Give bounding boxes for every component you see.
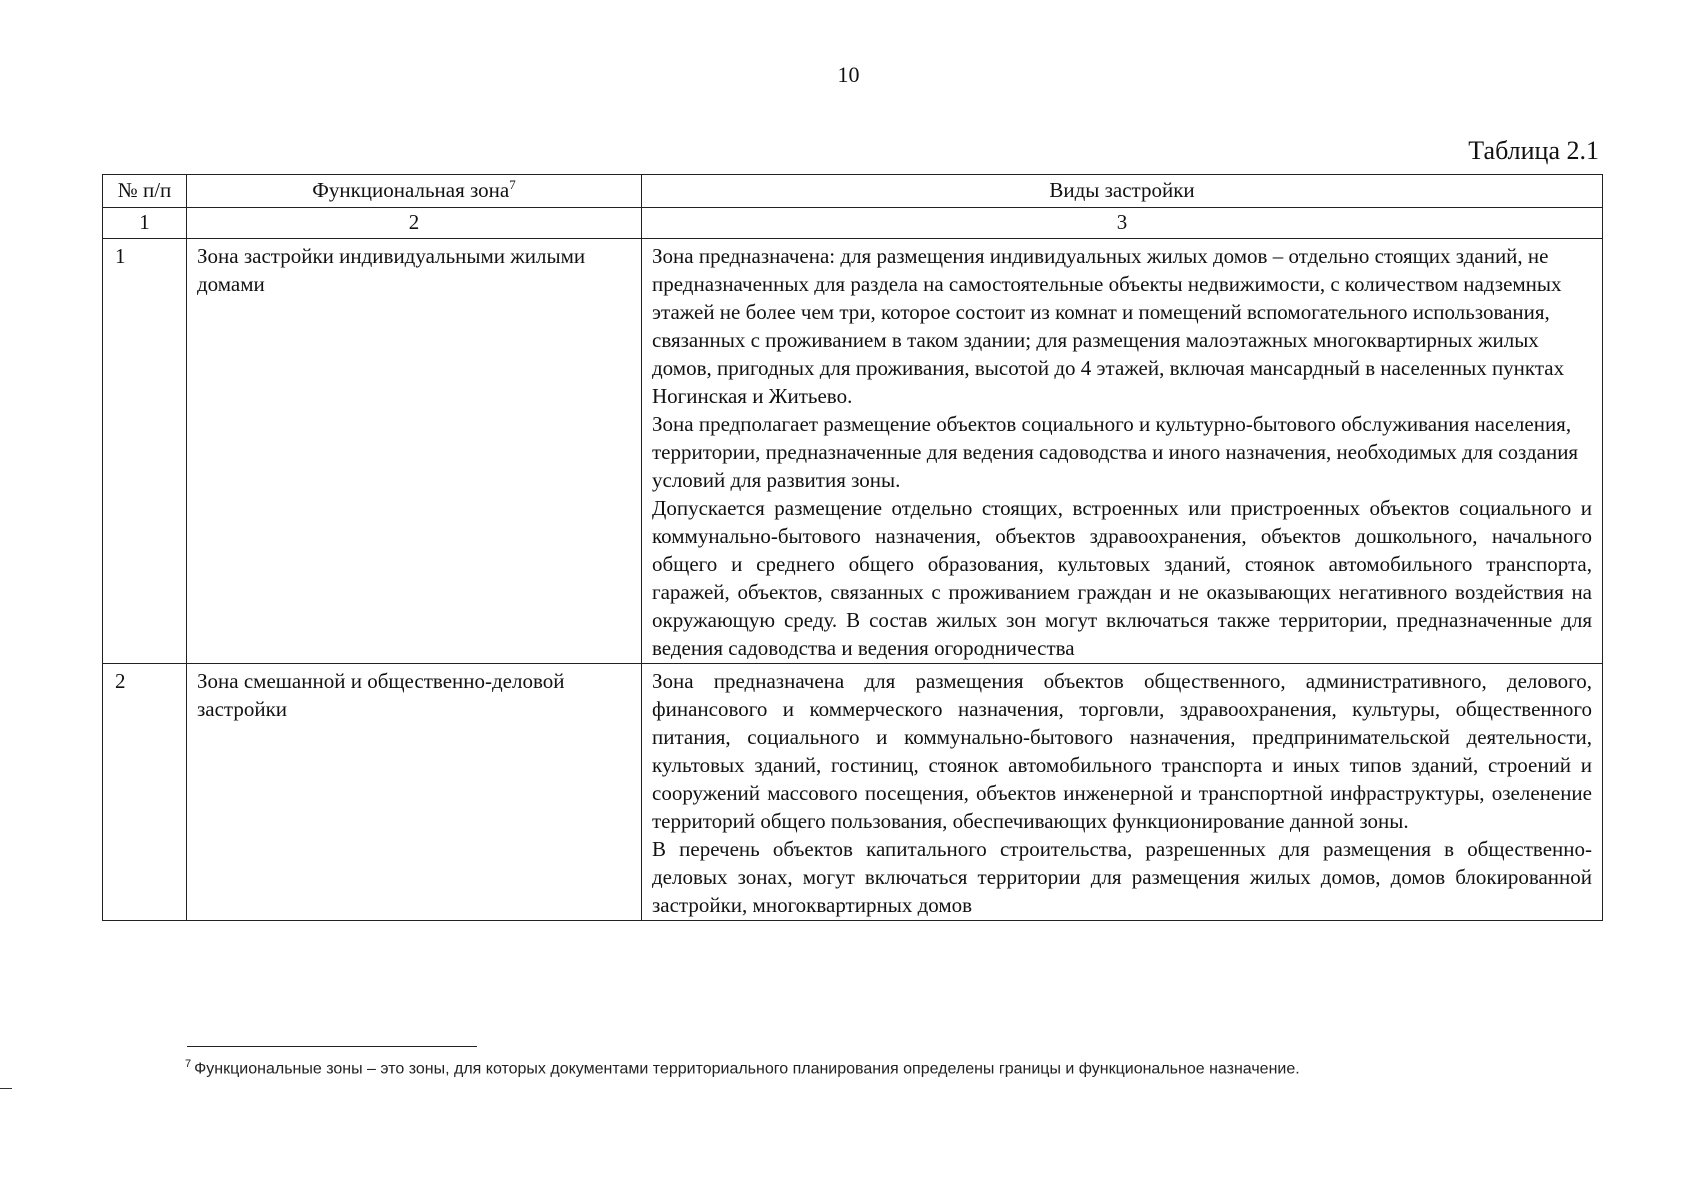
row-paragraph: Зона предназначена: для размещения индивидуальных жилых домов – отдельно стоящих зданий, не предназначенных для раздела на самостоятельные объекты недвижимости, с количеством надземных этажей не более чем три, которое состоит из комнат и помещений вспомогательного использования, связанных с проживанием в таком здании; для размещения малоэтажных многоквартирных жилых домов, пригодных для проживания, высотой до 4 этажей, включая мансардный в населенных пунктах Ногинская и Житьево.: [652, 244, 1565, 408]
column-number-2: 2: [187, 208, 642, 239]
table-row: [103, 664, 1603, 921]
table-row: [103, 239, 1603, 664]
row-types: [642, 239, 1603, 664]
row-paragraph: Допускается размещение отдельно стоящих, встроенных или пристроенных объектов социального и коммунально-бытового назначения, объектов здравоохранения, объектов дошкольного, начального общего и среднего общего образования, культовых зданий, стоянок автомобильного транспорта, гаражей, объектов, связанных с проживанием граждан и не оказывающих негативного воздействия на окружающую среду. В состав жилых зон могут включаться также территории, предназначенные для ведения садоводства и ведения огородничества: [652, 496, 1592, 660]
row-types: [642, 664, 1603, 921]
row-paragraph: В перечень объектов капитального строительства, разрешенных для размещения в общественно-деловых зонах, могут включаться территории для размещения жилых домов, домов блокированной застройки, многоквартирных домов: [652, 837, 1592, 917]
row-num: 1: [103, 239, 187, 664]
header-types: Виды застройки: [642, 175, 1603, 208]
row-zone: Зона застройки индивидуальными жилыми домами: [187, 239, 642, 664]
footnote-divider: [187, 1046, 477, 1047]
footnote-ref: 7: [509, 177, 516, 192]
row-zone: Зона смешанной и общественно-деловой застройки: [187, 664, 642, 921]
column-number-row: [103, 208, 1603, 239]
footnote: [185, 1058, 1300, 1078]
row-num: 2: [103, 664, 187, 921]
footnote-marker: 7: [185, 1058, 192, 1070]
row-paragraph: Зона предполагает размещение объектов социального и культурно-бытового обслуживания населения, территории, предназначенные для ведения садоводства и иного назначения, необходимых для создания условий для развития зоны.: [652, 412, 1579, 492]
page-number: 10: [837, 62, 860, 87]
footnote-text: Функциональные зоны – это зоны, для которых документами территориального планирования определены границы и функциональное назначение.: [194, 1060, 1300, 1078]
row-paragraph: Зона предназначена для размещения объектов общественного, административного, делового, финансового и коммерческого назначения, торговли, здравоохранения, культуры, общественного питания, социального и коммунально-бытового назначения, предпринимательской деятельности, культовых зданий, гостиниц, стоянок автомобильного транспорта и иных типов зданий, строений и сооружений массового посещения, объектов инженерной и транспортной инфраструктуры, озеленение территорий общего пользования, обеспечивающих функционирование данной зоны.: [652, 669, 1592, 833]
column-number-1: 1: [103, 208, 187, 239]
zones-table: [102, 174, 1603, 921]
header-zone: Функциональная зона$^7$: [187, 175, 642, 208]
column-number-3: 3: [642, 208, 1603, 239]
margin-mark: [0, 1088, 12, 1089]
header-row: [103, 175, 1603, 208]
table-caption: Таблица 2.1: [1468, 136, 1599, 165]
header-num: № п/п: [103, 175, 187, 208]
